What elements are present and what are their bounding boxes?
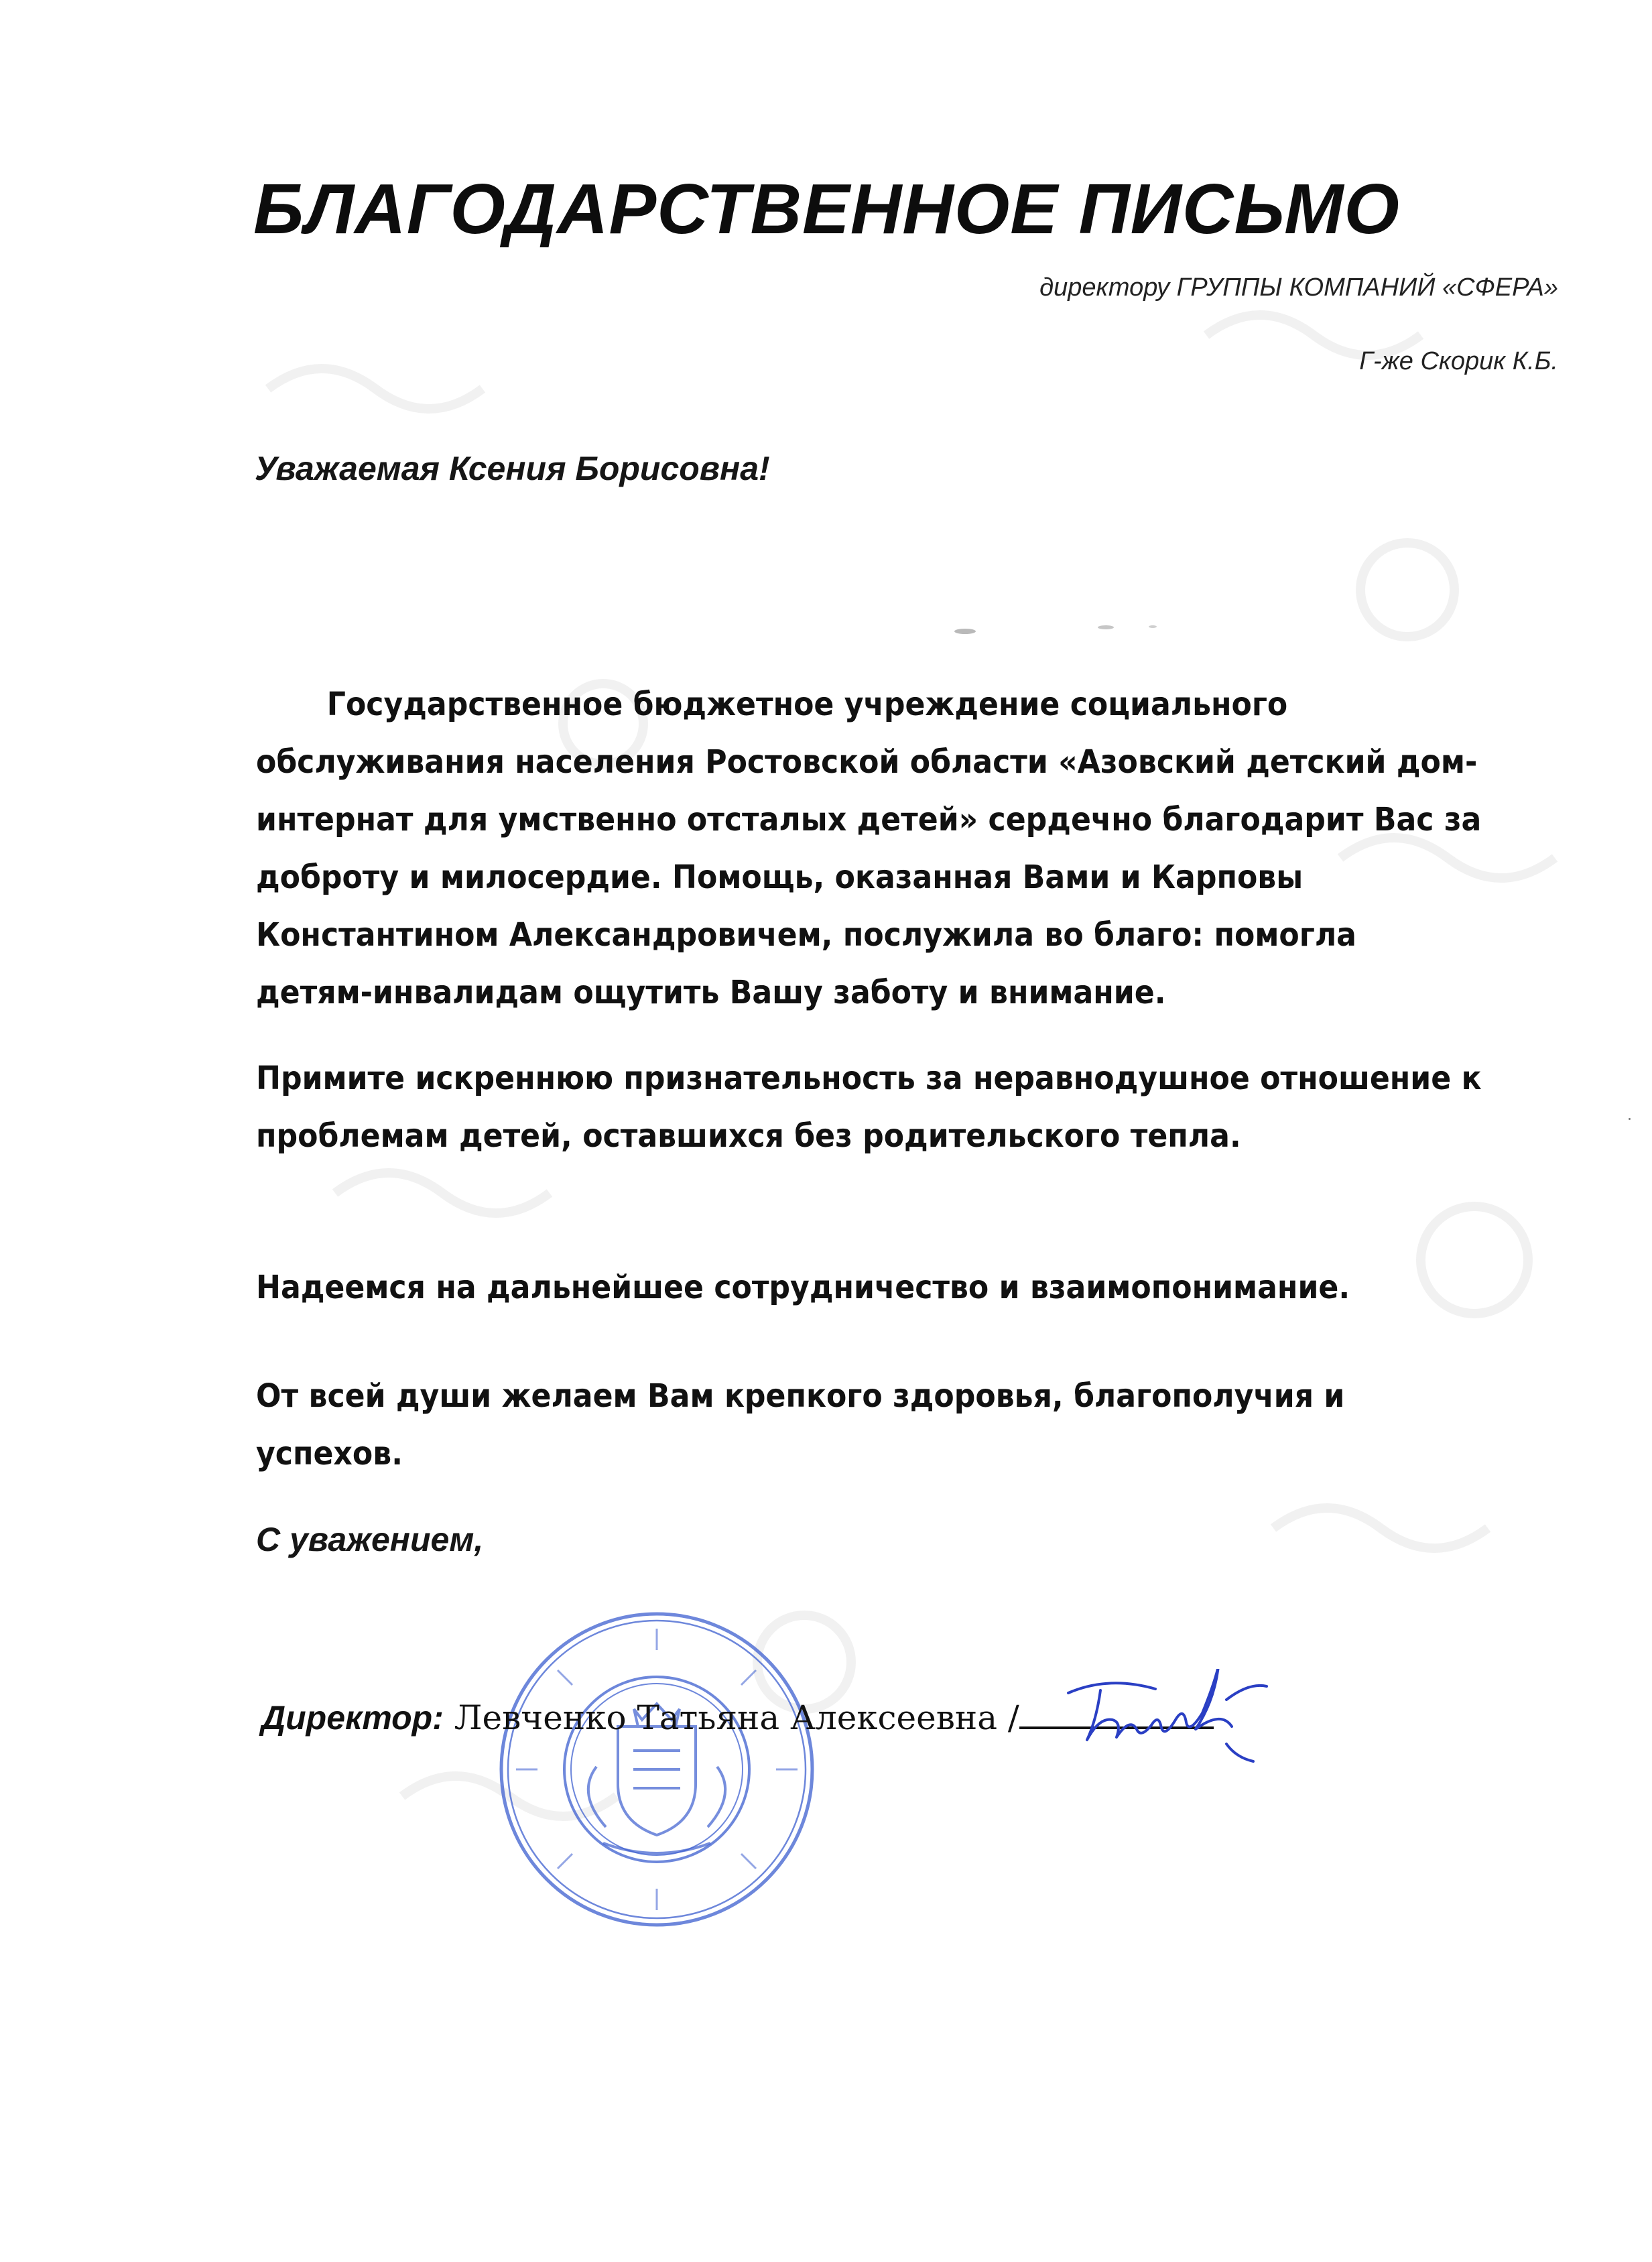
recipient-name: Г-же Скорик К.Б.: [1359, 347, 1558, 375]
body-paragraph-3: Надеемся на дальнейшее сотрудничество и взаимопонимание.: [256, 1269, 1350, 1306]
signature-role: Директор:: [261, 1699, 444, 1737]
scan-speck: [1629, 1118, 1631, 1120]
closing-phrase: С уважением,: [256, 1521, 484, 1558]
body-paragraph-1: Государственное бюджетное учреждение социального обслуживания населения Ростовской области «Азовский детский дом-интернат для умственно отсталых детей» сердечно благодарит Вас за доброту и милосердие. Помощь, оказанная Вами и Карповы Константином Александровичем, послужила во благо: помогла детям-инвалидам ощутить Вашу заботу и внимание.: [256, 686, 1482, 1011]
scan-specks: [952, 621, 1166, 641]
salutation: Уважаемая Ксения Борисовна!: [255, 450, 770, 487]
signature-name: Левченко Татьяна Алексеевна /: [454, 1698, 1019, 1737]
letter-title: БЛАГОДАРСТВЕННОЕ ПИСЬМО: [253, 170, 1400, 249]
handwritten-signature: [1059, 1669, 1280, 1769]
official-seal-stamp: [496, 1609, 818, 1930]
body-paragraph-2: Примите искреннюю признательность за неравнодушное отношение к проблемам детей, оставшихся без родительского тепла.: [256, 1060, 1482, 1155]
recipient-position: директору ГРУППЫ КОМПАНИЙ «СФЕРА»: [1039, 273, 1558, 302]
body-paragraph-4: От всей души желаем Вам крепкого здоровья, благополучия и успехов.: [256, 1377, 1345, 1472]
